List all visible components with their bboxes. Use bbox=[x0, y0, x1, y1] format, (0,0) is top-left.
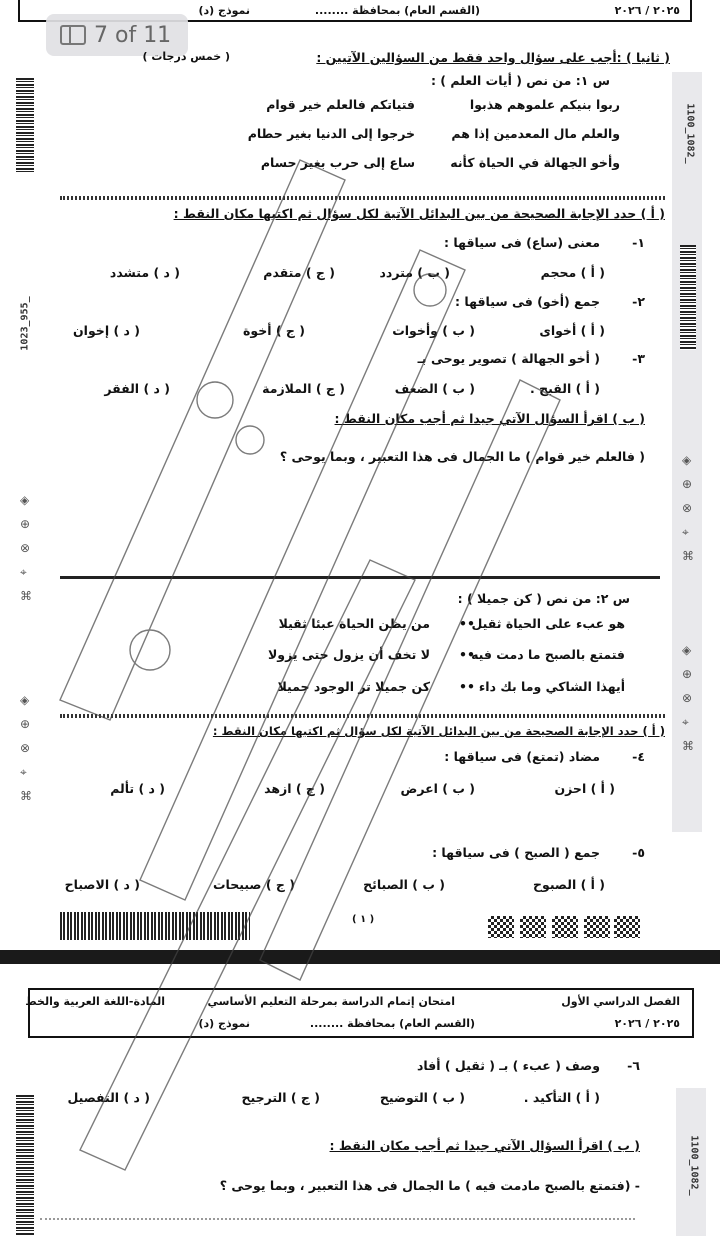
q4-text: مضاد (تمتع) فى سياقها : bbox=[444, 749, 600, 764]
q6-text: وصف ( عبء ) بـ ( ثقيل ) أفاد bbox=[416, 1058, 600, 1073]
decor-icons-right-2: ◈ ⊕ ⊗ ⌖ ⌘ bbox=[682, 643, 694, 753]
q2-verse-1b: من يظن الحياة عبئا ثقيلا bbox=[278, 616, 430, 631]
q2-verse-3b: كن جميلا تر الوجود جميلا bbox=[277, 679, 430, 694]
q2-sep-1: •• bbox=[459, 616, 475, 631]
p2-header-term: الفصل الدراسي الأول bbox=[561, 995, 680, 1008]
header-year: ٢٠٢٥ / ٢٠٢٦ bbox=[614, 4, 680, 17]
q5-option-a: ( أ ) الصبوح bbox=[532, 877, 605, 892]
q6-option-d: ( د ) التفصيل bbox=[67, 1090, 150, 1105]
p2-header-section: (القسم العام) بمحافظة ........ bbox=[309, 1017, 475, 1030]
q3-option-b: ( ب ) الضعف bbox=[394, 381, 475, 396]
p2-b-instruction: ( ب ) اقرأ السؤال الآتي جيدا ثم أجب مكان النقط : bbox=[329, 1138, 640, 1153]
q2-verse-2a: فتمتع بالصبح ما دمت فيه bbox=[471, 647, 625, 662]
q2-title: س ٢: من نص ( كن جميلا ) : bbox=[457, 591, 630, 606]
q1-verse-3b: ساع إلى حرب بغير حسام bbox=[260, 155, 415, 170]
q1-num: ١- bbox=[632, 235, 645, 250]
q2-verse-3a: أيهذا الشاكي وما بك داء bbox=[478, 679, 625, 694]
a-instruction: ( أ ) حدد الإجابة الصحيحة من بين البدائل الآتية لكل سؤال ثم اكتبها مكان النقط : bbox=[173, 206, 665, 221]
q3-option-c: ( ج ) الملازمة bbox=[262, 381, 345, 396]
decor-icons-right: ◈ ⊕ ⊗ ⌖ ⌘ bbox=[682, 453, 694, 563]
q4-option-a: ( أ ) احزن bbox=[554, 781, 615, 796]
q2-option-b: ( ب ) وأخوات bbox=[392, 323, 475, 338]
q2-text: جمع (أخو) فى سياقها : bbox=[455, 294, 600, 309]
p2-header-exam: امتحان إتمام الدراسة بمرحلة التعليم الأساسي bbox=[207, 995, 455, 1008]
q1-verse-1a: ربوا بنيكم علموهم هذبوا bbox=[469, 97, 620, 112]
q4-option-b: ( ب ) اعرض bbox=[400, 781, 475, 796]
q3-option-d: ( د ) الفقر bbox=[104, 381, 170, 396]
q1-verse-2a: والعلم مال المعدمين إذا هم bbox=[451, 126, 620, 141]
q5-text: جمع ( الصبح ) فى سياقها : bbox=[432, 845, 600, 860]
q6-num: ٦- bbox=[627, 1058, 640, 1073]
q1-verse-1b: فتياتكم فالعلم خير قوام bbox=[266, 97, 415, 112]
q5-option-c: ( ج ) صبيحات bbox=[212, 877, 295, 892]
q5-num: ٥- bbox=[632, 845, 645, 860]
q5-option-d: ( د ) الاصباح bbox=[64, 877, 140, 892]
q4-option-c: ( ج ) ازهد bbox=[264, 781, 325, 796]
p2-header-model: نموذج (د) bbox=[198, 1017, 250, 1030]
q3-option-a: ( أ ) القبح . bbox=[530, 381, 600, 396]
q4-num: ٤- bbox=[632, 749, 645, 764]
a-instruction-2: ( أ ) حدد الإجابة الصحيحة من بين البدائل الآتية لكل سؤال ثم اكتبها مكان النقط : bbox=[212, 724, 665, 738]
q2-sep-2: •• bbox=[459, 647, 475, 662]
q1-option-d: ( د ) متشدد bbox=[109, 265, 180, 280]
page-number: ( ١ ) bbox=[352, 914, 375, 925]
decor-icons-left: ◈ ⊕ ⊗ ⌖ ⌘ bbox=[20, 493, 32, 603]
part2-instruction: ( ثانيا ) :أجب على سؤال واحد فقط من السؤالين الآتيين : bbox=[316, 50, 670, 65]
page-indicator-text: 7 of 11 bbox=[94, 22, 172, 48]
p2-header-year: ٢٠٢٥ / ٢٠٢٦ bbox=[614, 1017, 680, 1030]
side-code-right: 1100_1082_ bbox=[684, 103, 696, 164]
q6-option-b: ( ب ) التوضيح bbox=[379, 1090, 465, 1105]
p2-b-question: - (فتمتع بالصبح مادمت فيه ) ما الجمال فى هذا التعبير ، وبما يوحى ؟ bbox=[219, 1178, 640, 1193]
q2-option-c: ( ج ) أخوة bbox=[243, 323, 305, 338]
b-question: ( فالعلم خير قوام ) ما الجمال فى هذا التعبير ، وبما يوحى ؟ bbox=[279, 449, 645, 464]
p2-header-subject: المادة-اللغة العربية والخط bbox=[25, 995, 165, 1008]
q2-sep-3: •• bbox=[459, 679, 475, 694]
q1-title: س ١: من نص ( أيات العلم ) : bbox=[430, 73, 610, 88]
q2-verse-2b: لا تخف أن يزول حتى يزولا bbox=[268, 647, 430, 662]
q1-verse-2b: خرجوا إلى الدنيا بغير حطام bbox=[247, 126, 415, 141]
decor-icons-left-2: ◈ ⊕ ⊗ ⌖ ⌘ bbox=[20, 693, 32, 803]
q1-verse-3a: وأخو الجهالة في الحياة كأنه bbox=[450, 155, 620, 170]
q1-option-b: ( ب ) متردد bbox=[379, 265, 450, 280]
q6-option-a: ( أ ) التأكيد . bbox=[523, 1090, 600, 1105]
q1-option-a: ( أ ) محجم bbox=[540, 265, 605, 280]
q2-verse-1a: هو عبء على الحياة ثقيل bbox=[471, 616, 625, 631]
side-code-left: 1023_955_ bbox=[19, 296, 31, 351]
q5-option-b: ( ب ) الصبائح bbox=[363, 877, 445, 892]
b-instruction: ( ب ) اقرأ السؤال الآتي جيدا ثم أجب مكان النقط : bbox=[334, 411, 645, 426]
header-section: (القسم العام) بمحافظة ........ bbox=[314, 4, 480, 17]
q4-option-d: ( د ) تألم bbox=[110, 781, 165, 796]
p2-side-code-right: 1100_1082_ bbox=[688, 1135, 700, 1196]
q3-num: ٣- bbox=[632, 351, 645, 366]
q3-text: ( أخو الجهالة ) تصوير يوحى بـ bbox=[417, 351, 600, 366]
part2-marks: ( خمس درجات ) bbox=[142, 50, 230, 63]
q6-option-c: ( ج ) الترجيح bbox=[241, 1090, 320, 1105]
q2-option-a: ( أ ) أخواى bbox=[539, 323, 605, 338]
q2-num: ٢- bbox=[632, 294, 645, 309]
q1-text: معنى (ساع) فى سياقها : bbox=[444, 235, 600, 250]
q2-option-d: ( د ) إخوان bbox=[73, 323, 140, 338]
header-model: نموذج (د) bbox=[198, 4, 250, 17]
q1-option-c: ( ج ) متقدم bbox=[263, 265, 335, 280]
